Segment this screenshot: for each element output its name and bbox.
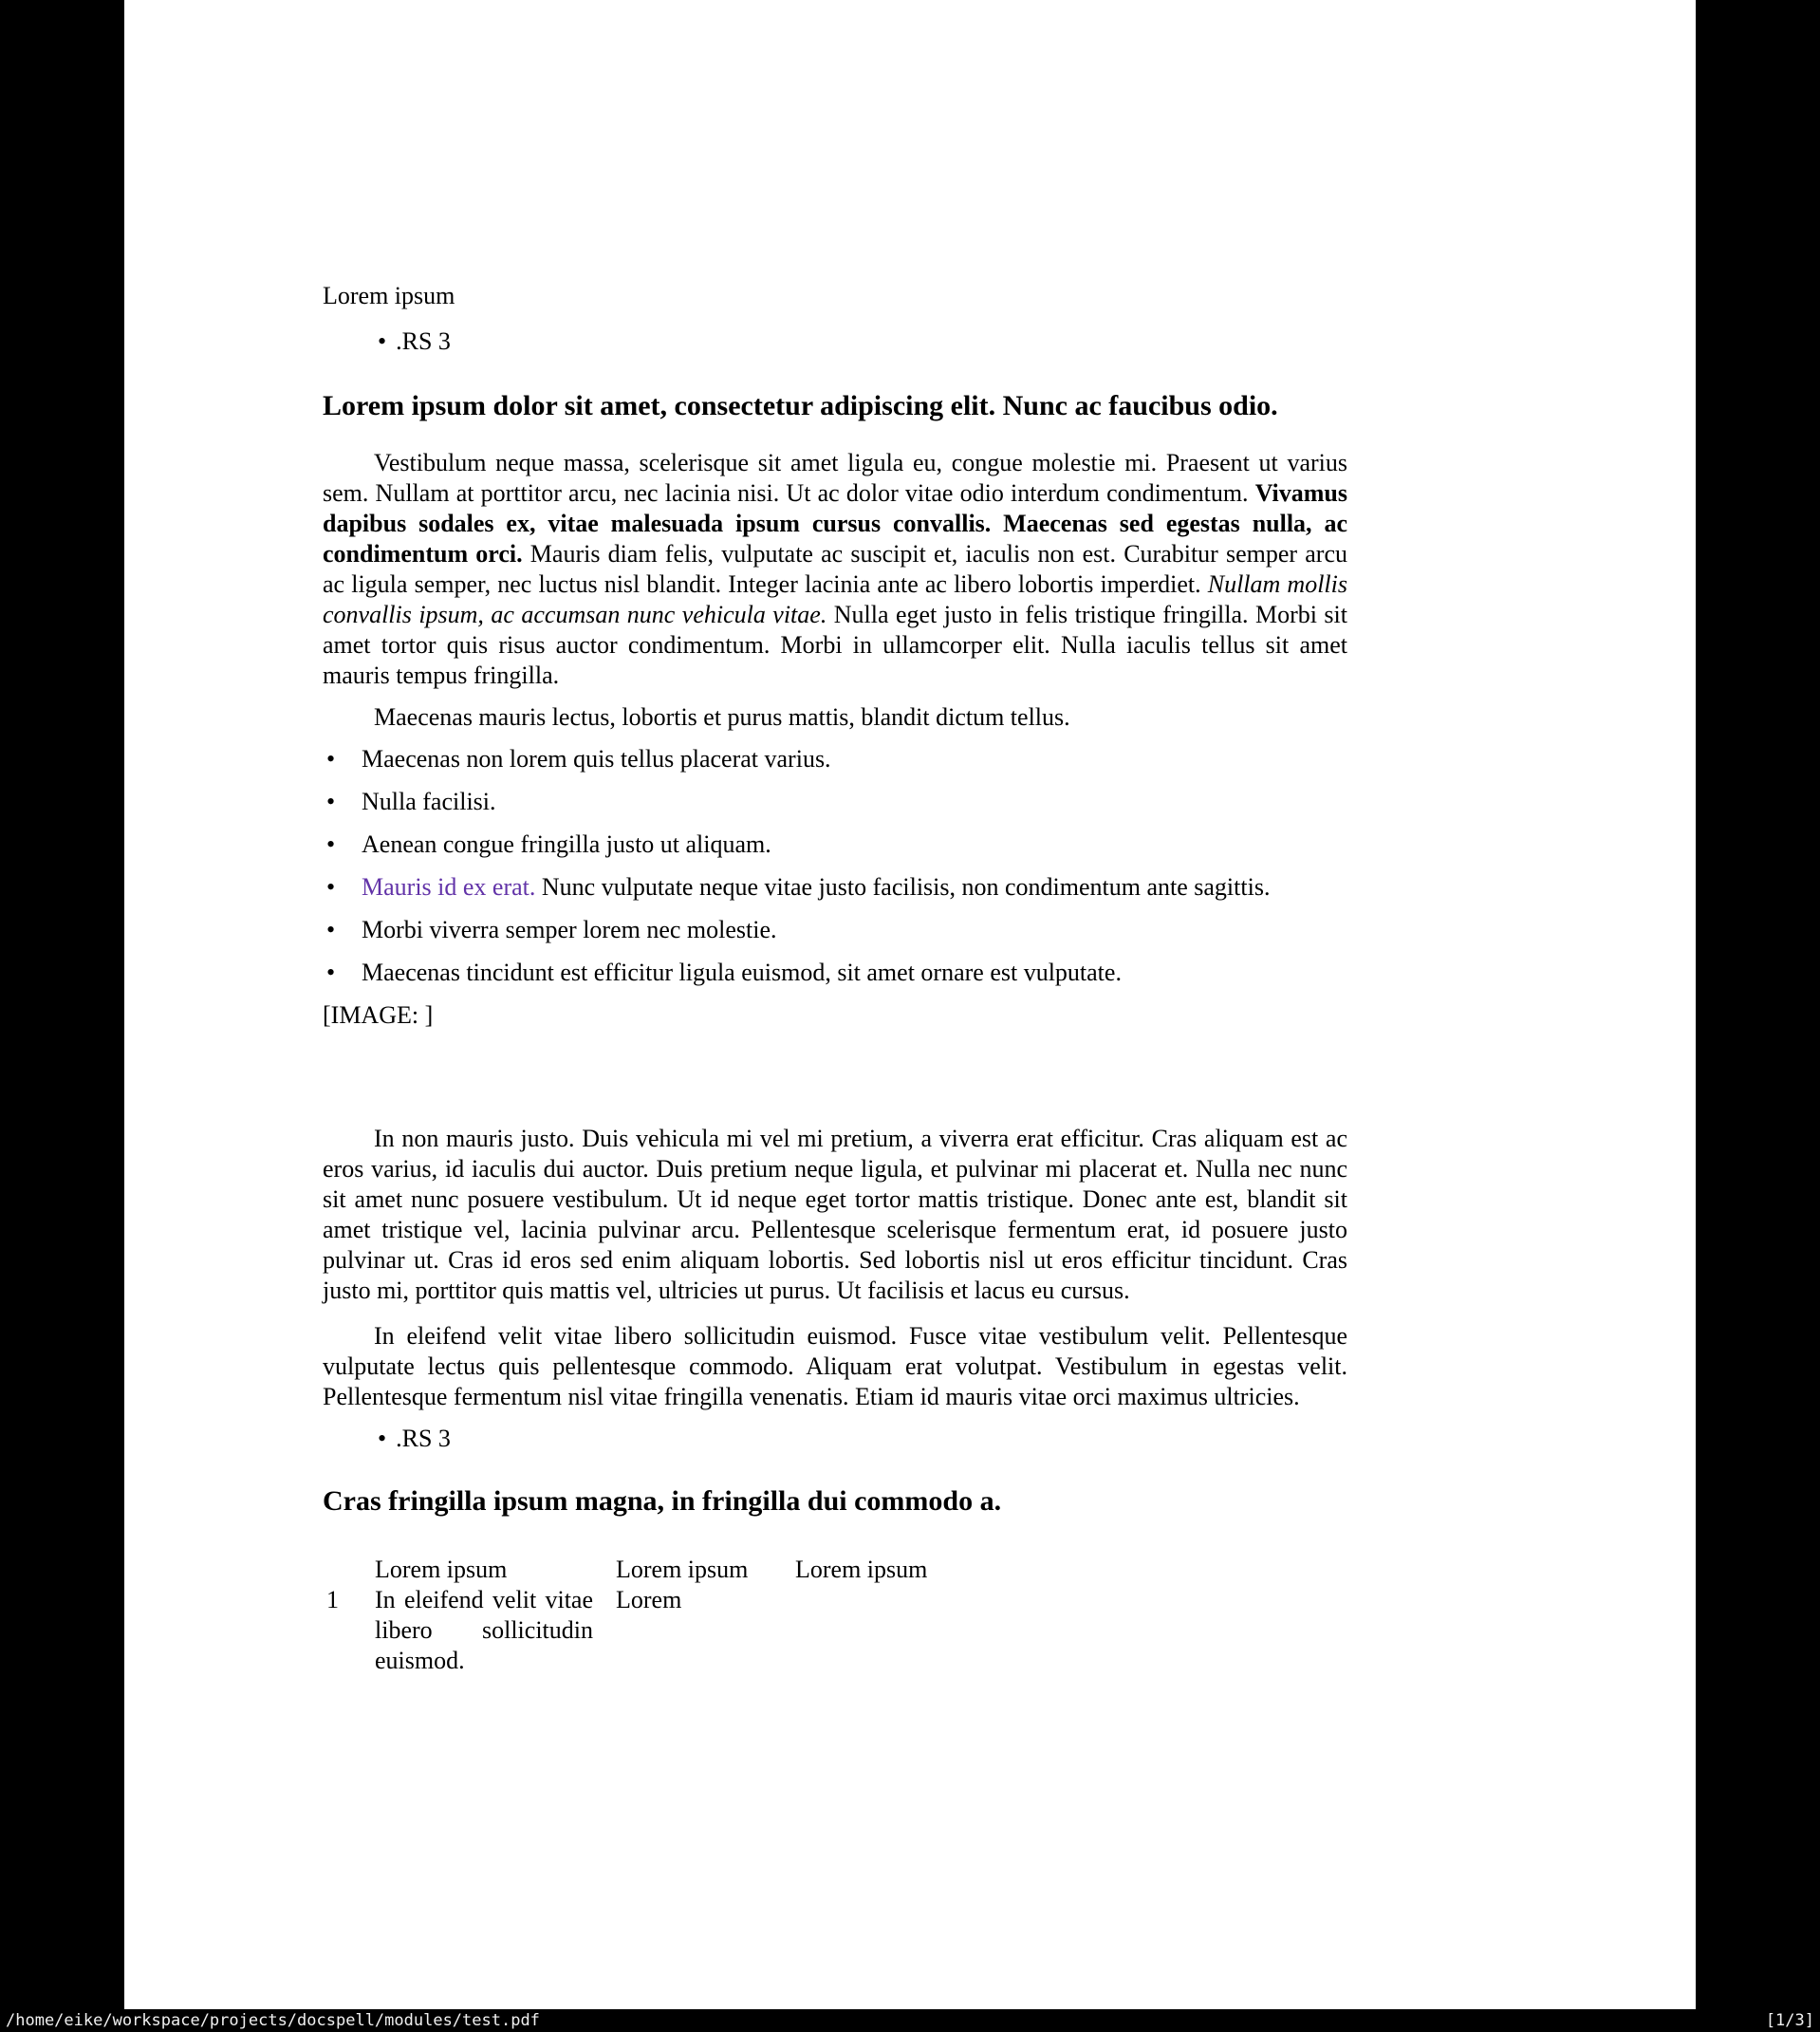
list-item (323, 744, 1347, 774)
list-item-text: Aenean congue fringilla justo ut aliquam. (362, 830, 771, 858)
bullet-icon: • (326, 959, 336, 986)
table-cell-col1: In eleifend velit vitae libero sollicitudin euismod. (375, 1586, 593, 1674)
paragraph-1-seg-1: Vestibulum neque massa, scelerisque sit amet ligula eu, congue molestie mi. Praesent ut varius sem. Nullam at porttitor arcu, nec lacinia nisi. Ut ac dolor vitae odio interdum condimentum. (323, 449, 1347, 507)
list-item (323, 958, 1347, 988)
list-item (323, 872, 1347, 903)
lead-line: Lorem ipsum (323, 282, 455, 309)
table-header-col1: Lorem ipsum (375, 1556, 508, 1583)
page-content (323, 0, 1347, 1676)
section-heading-2: Cras fringilla ipsum magna, in fringilla dui commodo a. (323, 1485, 1002, 1517)
pdf-page[interactable] (124, 0, 1696, 2009)
bullet-icon: • (378, 327, 387, 355)
statusbar-page-indicator: [1/3] (1765, 2011, 1814, 2030)
table-header-col2: Lorem ipsum (616, 1556, 749, 1583)
list-item-text: Maecenas non lorem quis tellus placerat varius. (362, 745, 831, 773)
list-item-text: Morbi viverra semper lorem nec molestie. (362, 916, 777, 943)
rs-directive-bullet-1 (323, 326, 1347, 357)
paragraph-3: In eleifend velit vitae libero sollicitudin euismod. Fusce vitae vestibulum velit. Pellentesque vulputate lectus quis pellentesque commodo. Aliquam erat volutpat. Vestibulum in egestas velit. Pellentesque fermentum nisl vitae fringilla venenatis. Etiam id mauris vitae orci maximus ultricies. (323, 1322, 1347, 1410)
statusbar-file-path: /home/eike/workspace/projects/docspell/modules/test.pdf (6, 2011, 540, 2030)
pdf-hyperlink[interactable]: Mauris id ex erat. (362, 873, 536, 901)
paragraph-2: In non mauris justo. Duis vehicula mi vel mi pretium, a viverra erat efficitur. Cras aliquam est ac eros varius, id iaculis dui auctor. Duis pretium neque ligula, et pulvinar mi placerat et. Nulla nec nunc sit amet nunc posuere vestibulum. Ut id neque eget tortor mattis tristique. Donec ante est, blandit sit amet tristique vel, lacinia pulvinar arcu. Pellentesque scelerisque fermentum erat, id posuere justo pulvinar ut. Cras id eros sed enim aliquam lobortis. Sed lobortis nisl ut eros efficitur tincidunt. Cras justo mi, porttitor quis mattis vel, ultricies ut purus. Ut facilisis et lacus eu cursus. (323, 1125, 1347, 1304)
paragraph-1-seg-bold: Vivamus dapibus sodales ex, vitae malesuada ipsum cursus convallis. Maecenas sed egestas nulla, ac condimentum orci. (323, 479, 1347, 568)
data-table (326, 1555, 1347, 1676)
bullet-icon: • (326, 916, 336, 943)
bullet-icon: • (326, 873, 336, 901)
list-item (323, 787, 1347, 817)
table-header-col3: Lorem ipsum (795, 1556, 928, 1583)
bullet-icon: • (378, 1425, 387, 1452)
bullet-list (323, 744, 1347, 988)
rs-directive-text: .RS 3 (396, 1425, 451, 1452)
table-row-number: 1 (326, 1586, 339, 1613)
paragraph-1-seg-italic: Nullam mollis convallis ipsum, ac accumsan nunc vehicula vitae. (323, 570, 1348, 628)
table-cell-col2: Lorem (616, 1586, 682, 1613)
maecenas-line: Maecenas mauris lectus, lobortis et purus mattis, blandit dictum tellus. (374, 703, 1070, 731)
rs-directive-text: .RS 3 (396, 327, 451, 355)
paragraph-1 (323, 448, 1347, 691)
table-cell-col3 (795, 1585, 947, 1676)
list-item (323, 915, 1347, 945)
list-item-text: Nunc vulputate neque vitae justo facilisis, non condimentum ante sagittis. (535, 873, 1271, 901)
statusbar (0, 2009, 1820, 2032)
table-corner-cell (326, 1555, 375, 1585)
image-placeholder: [IMAGE: ] (323, 1001, 434, 1029)
list-item-text: Nulla facilisi. (362, 788, 496, 815)
list-item (323, 830, 1347, 860)
paragraph-1-seg-5: Nulla eget justo in felis tristique fringilla. Morbi sit amet tortor quis risus auctor condimentum. Morbi in ullamcorper elit. Nulla iaculis tellus sit amet mauris tempus fringilla. (323, 601, 1347, 689)
paragraph-1-seg-3: Mauris diam felis, vulputate ac suscipit et, iaculis non est. Curabitur semper arcu ac ligula semper, nec luctus nisl blandit. Integer lacinia ante ac libero lobortis imperdiet. (323, 540, 1347, 598)
bullet-icon: • (326, 788, 336, 815)
list-item-text: Maecenas tincidunt est efficitur ligula euismod, sit amet ornare est vulputate. (362, 959, 1122, 986)
bullet-icon: • (326, 830, 336, 858)
rs-directive-bullet-2 (323, 1424, 1347, 1454)
section-heading-1: Lorem ipsum dolor sit amet, consectetur adipiscing elit. Nunc ac faucibus odio. (323, 390, 1278, 421)
bullet-icon: • (326, 745, 336, 773)
